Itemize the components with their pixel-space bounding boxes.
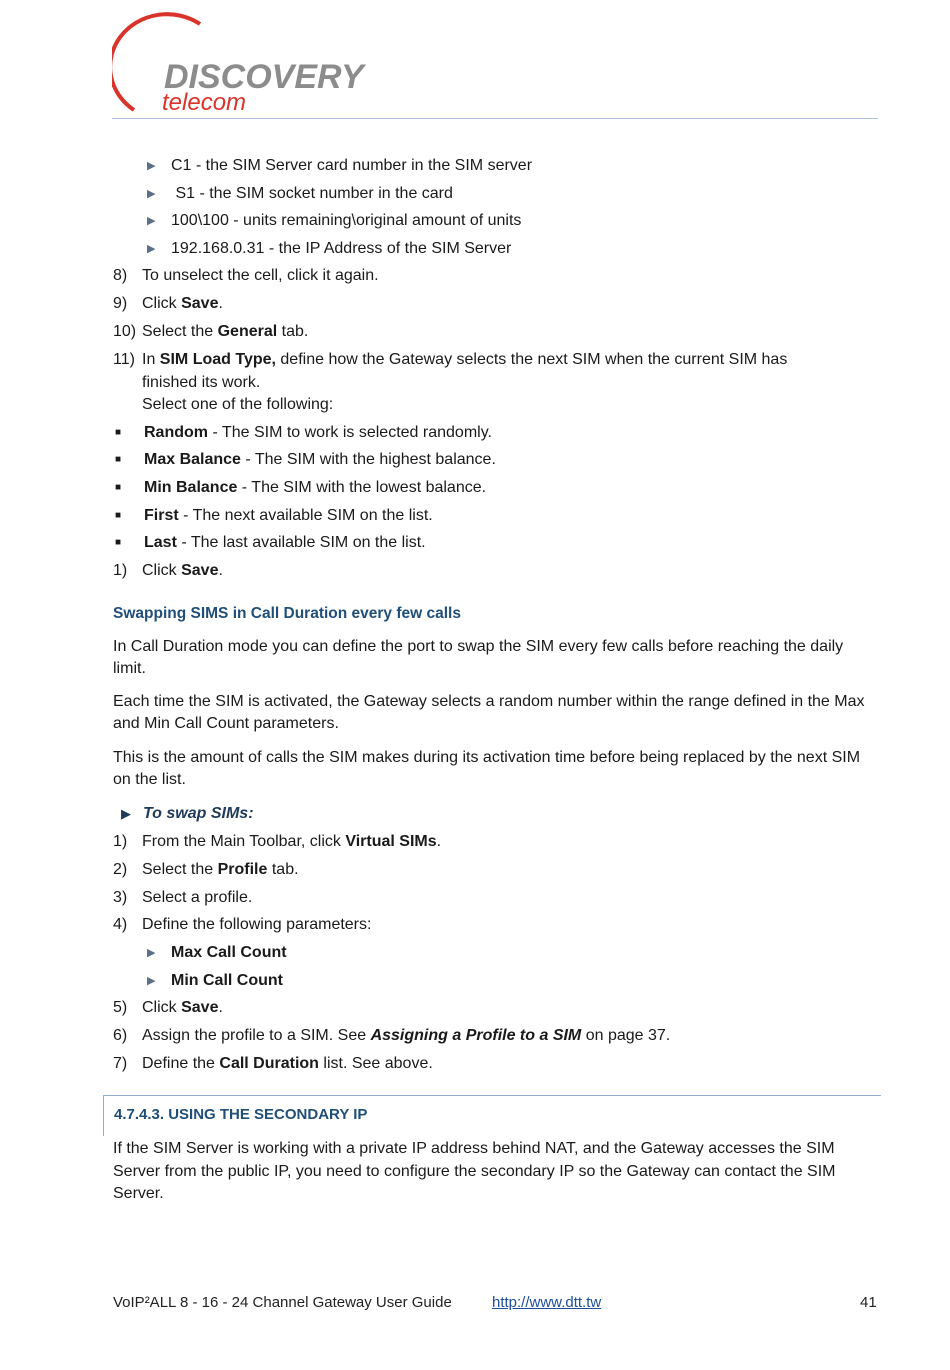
step-number: 4) bbox=[113, 916, 128, 933]
header-rule bbox=[112, 118, 878, 119]
square-bullet-icon: ■ bbox=[115, 482, 122, 493]
step-number: 8) bbox=[113, 267, 128, 284]
bullet-text: 100\100 - units remaining\original amount of units bbox=[171, 212, 522, 229]
step-text: Click Save. bbox=[142, 295, 223, 312]
page-number: 41 bbox=[860, 1294, 877, 1311]
logo-word-discovery: DISCOVERY bbox=[164, 58, 364, 96]
step-number: 10) bbox=[113, 323, 137, 340]
triangle-right-icon: ▶ bbox=[147, 160, 156, 172]
triangle-right-icon: ▶ bbox=[147, 243, 156, 255]
step-number: 5) bbox=[113, 999, 128, 1016]
triangle-right-icon: ▶ bbox=[147, 215, 156, 227]
bullet-text: 192.168.0.31 - the IP Address of the SIM Server bbox=[171, 240, 512, 257]
company-logo bbox=[112, 10, 372, 120]
step-number: 3) bbox=[113, 889, 128, 906]
step-text: To unselect the cell, click it again. bbox=[142, 267, 379, 284]
section-subheading: Swapping SIMS in Call Duration every few calls bbox=[113, 605, 461, 622]
triangle-right-icon: ▶ bbox=[147, 947, 156, 959]
triangle-right-icon: ▶ bbox=[121, 806, 131, 821]
section-title: 4.7.4.3. USING THE SECONDARY IP bbox=[114, 1106, 368, 1123]
triangle-right-icon: ▶ bbox=[147, 188, 156, 200]
paragraph: In Call Duration mode you can define the port to swap the SIM every few calls before reaching the daily limit. bbox=[113, 638, 844, 677]
footer-guide-title: VoIP²ALL 8 - 16 - 24 Channel Gateway User Guide bbox=[113, 1294, 452, 1311]
footer-link[interactable]: http://www.dtt.tw bbox=[492, 1294, 602, 1311]
step-number: 6) bbox=[113, 1027, 128, 1044]
square-bullet-icon: ■ bbox=[115, 510, 122, 521]
square-bullet-icon: ■ bbox=[115, 427, 122, 438]
step-text: Select the General tab. bbox=[142, 323, 309, 340]
square-bullet-icon: ■ bbox=[115, 537, 122, 548]
step-number: 11) bbox=[113, 351, 135, 368]
section-heading-box bbox=[103, 1095, 881, 1136]
step-number: 1) bbox=[113, 833, 128, 850]
step-number: 1) bbox=[113, 562, 128, 579]
triangle-right-icon: ▶ bbox=[147, 975, 156, 987]
step-number: 9) bbox=[113, 295, 128, 312]
paragraph: Each time the SIM is activated, the Gateway selects a random number within the range defined in the Max and Min Call Count parameters. bbox=[113, 693, 865, 732]
cross-reference: Assigning a Profile to a SIM bbox=[370, 1027, 582, 1044]
logo-word-telecom: telecom bbox=[162, 89, 247, 116]
step-number: 7) bbox=[113, 1055, 128, 1072]
bullet-text: C1 - the SIM Server card number in the SIM server bbox=[171, 157, 533, 174]
bullet-text: S1 - the SIM socket number in the card bbox=[171, 185, 453, 202]
paragraph: If the SIM Server is working with a private IP address behind NAT, and the Gateway accesses the SIM Server from the public IP, you need to configure the secondary IP so the Gateway can contact the SIM Server. bbox=[113, 1140, 836, 1202]
paragraph: This is the amount of calls the SIM makes during its activation time before being replaced by the next SIM on the list. bbox=[113, 749, 861, 788]
step-text: In SIM Load Type, define how the Gateway selects the next SIM when the current SIM has bbox=[142, 351, 788, 368]
square-bullet-icon: ■ bbox=[115, 454, 122, 465]
step-number: 2) bbox=[113, 861, 128, 878]
